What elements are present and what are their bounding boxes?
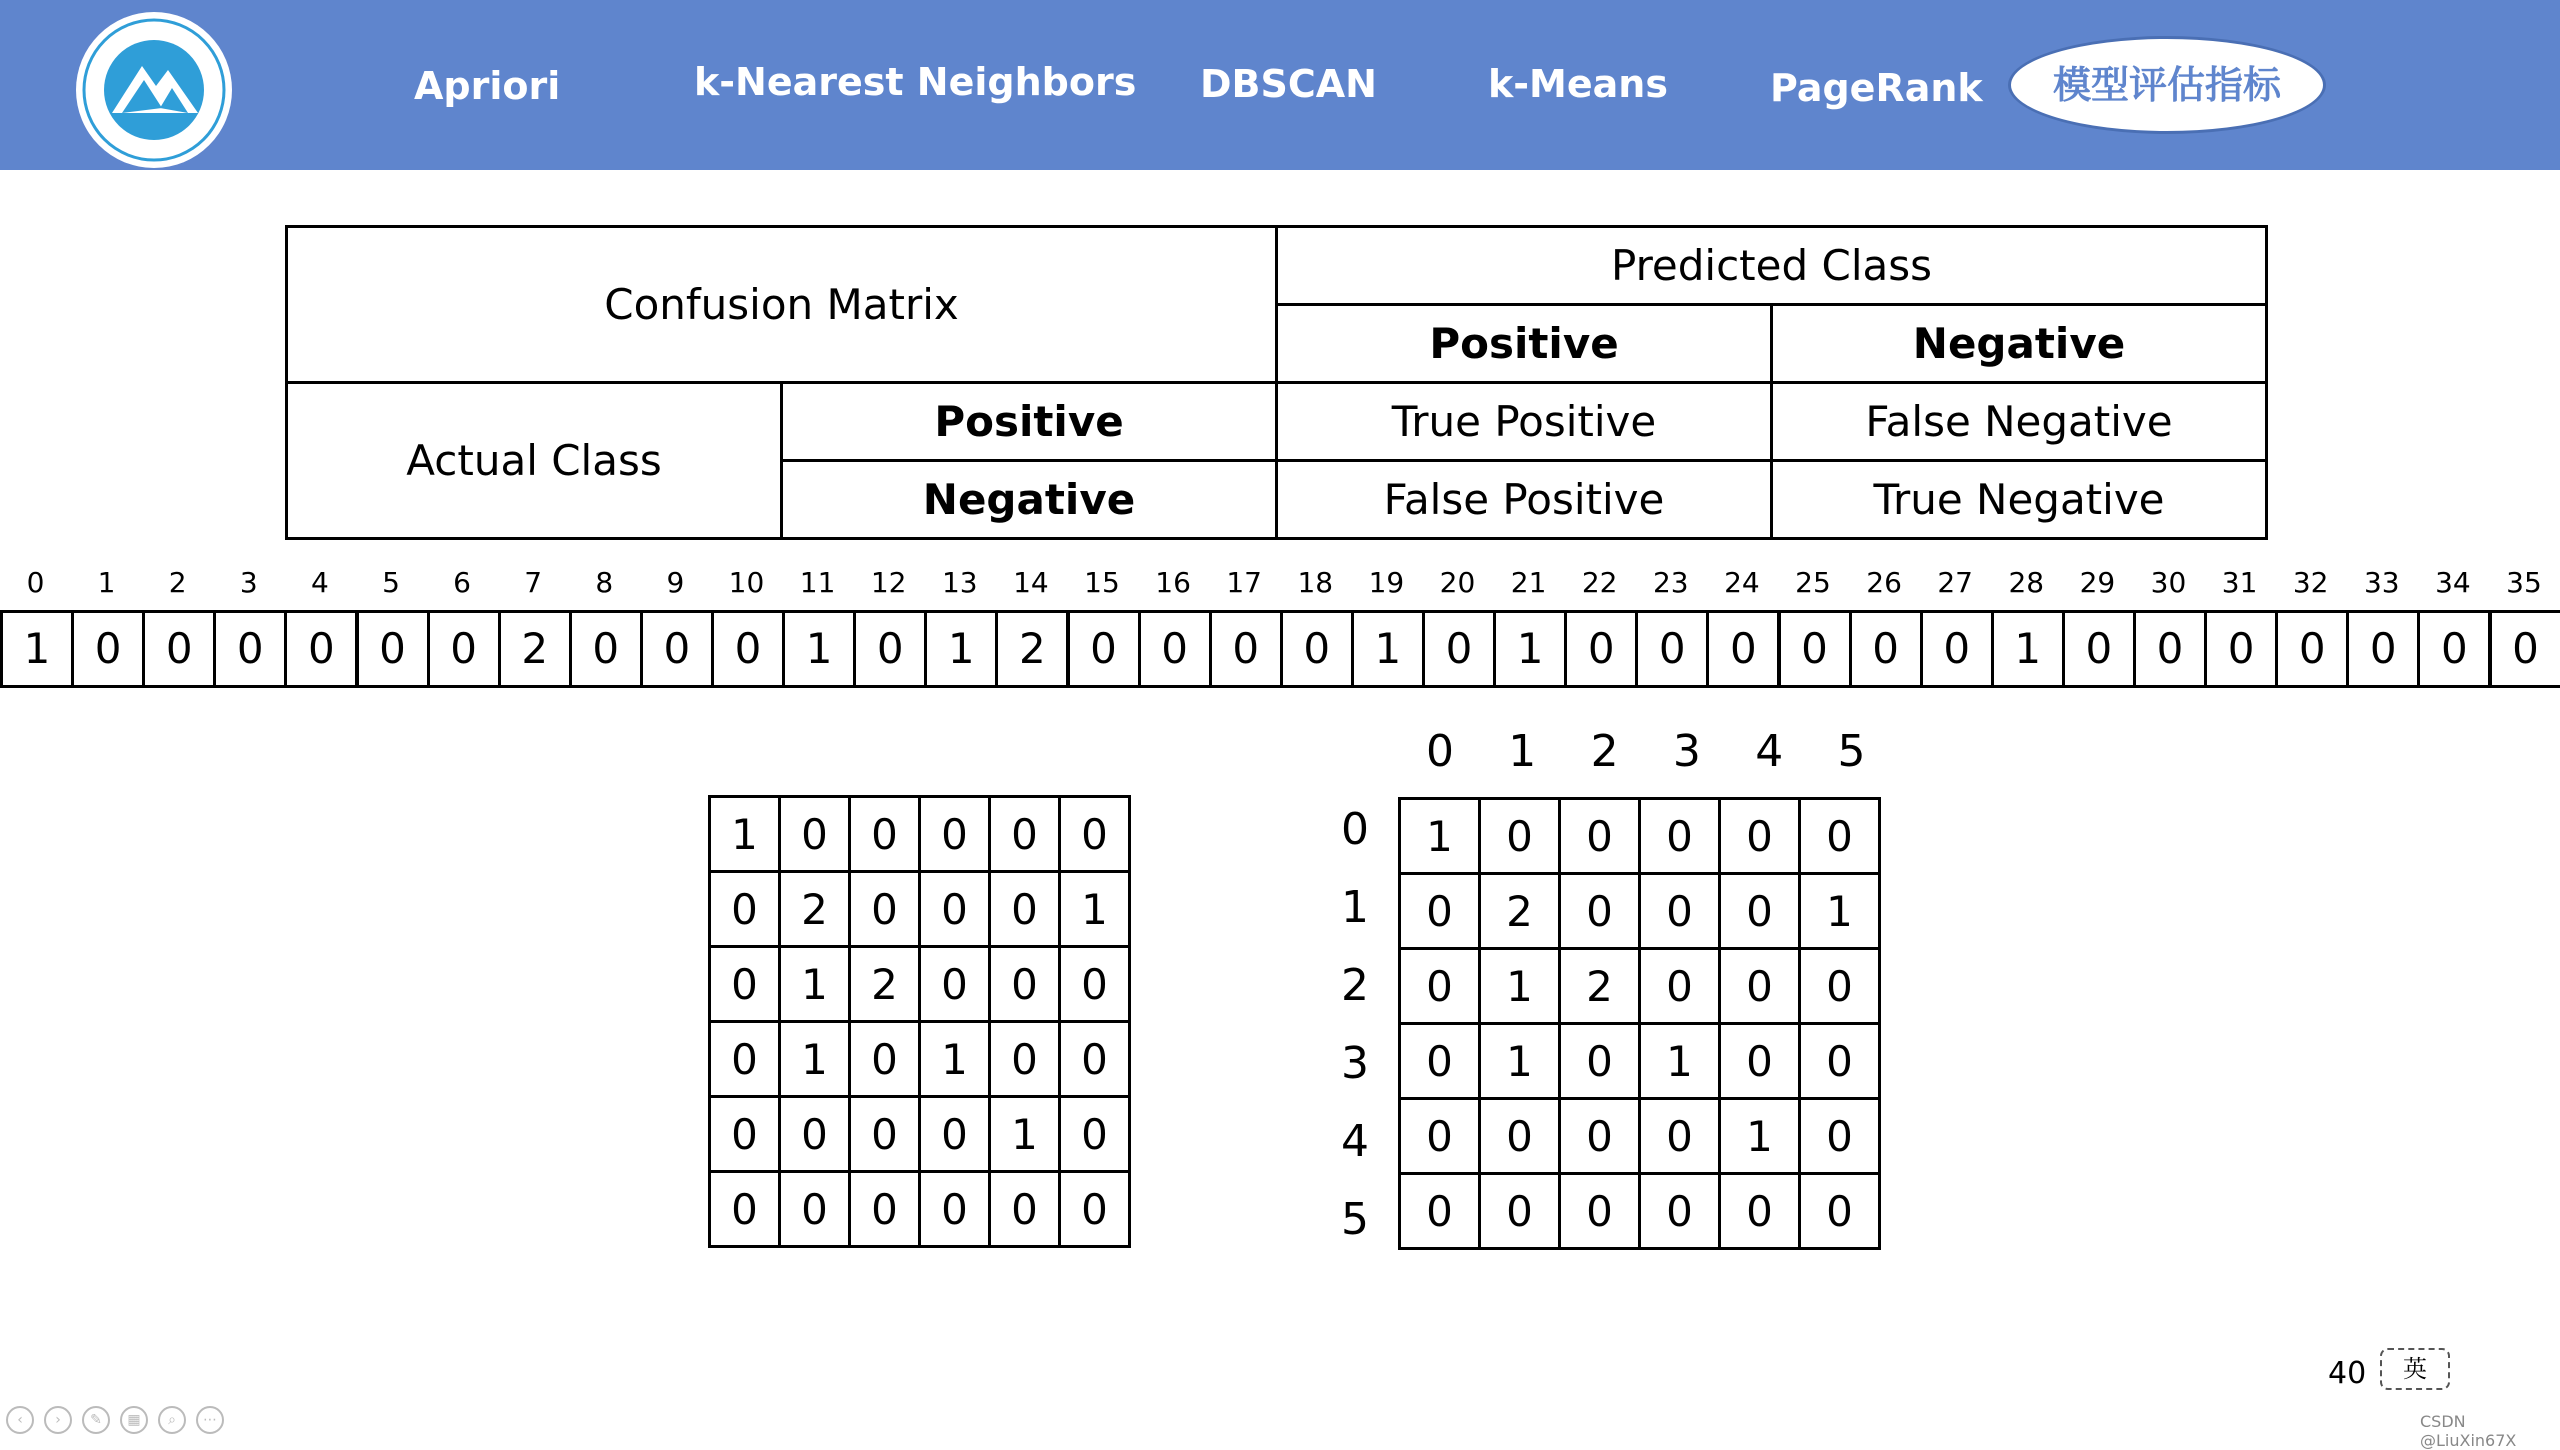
array-cell: 0 [1422,610,1496,688]
matrix-left-cell: 0 [990,797,1060,872]
array-cell: 0 [1138,610,1212,688]
matrix-right-col-label: 0 [1399,726,1481,777]
matrix-right [1398,797,1881,1250]
matrix-right-col-label: 3 [1646,726,1728,777]
actual-negative-header: Negative [782,461,1277,539]
university-logo [64,8,244,172]
array-cell: 0 [2133,610,2207,688]
matrix-right-cell: 0 [1640,799,1720,874]
array-cell: 0 [1564,610,1638,688]
matrix-left-cell: 1 [710,797,780,872]
array-cell: 0 [142,610,216,688]
matrix-right-cell: 0 [1720,949,1800,1024]
array-value-row [0,610,2560,688]
array-index-row [0,566,2560,602]
matrix-left-cell: 0 [920,1172,990,1247]
array-cell: 2 [498,610,572,688]
array-index-label: 1 [71,566,142,599]
array-index-label: 32 [2275,566,2346,599]
nav-k-nearest-neighbors[interactable]: k-Nearest Neighbors [694,52,1136,112]
array-index-label: 15 [1067,566,1138,599]
false-positive-cell: False Positive [1277,461,1772,539]
array-cell: 0 [213,610,287,688]
array-cell: 1 [1351,610,1425,688]
array-cell: 0 [427,610,501,688]
more-icon[interactable]: ⋯ [196,1406,224,1434]
array-index-label: 3 [213,566,284,599]
matrix-right-cell: 0 [1400,874,1480,949]
array-cell: 0 [2204,610,2278,688]
array-index-label: 10 [711,566,782,599]
array-index-label: 8 [569,566,640,599]
array-index-label: 26 [1849,566,1920,599]
array-cell: 0 [1920,610,1994,688]
array-cell: 0 [284,610,358,688]
matrix-right-cell: 0 [1720,874,1800,949]
array-cell: 0 [1209,610,1283,688]
ime-indicator[interactable]: 英 [2380,1348,2450,1390]
matrix-left [708,795,1131,1248]
array-cell: 1 [0,610,74,688]
true-negative-cell: True Negative [1772,461,2267,539]
matrix-left-cell: 0 [920,947,990,1022]
matrix-right-cell: 0 [1640,1174,1720,1249]
matrix-right-cell: 1 [1480,1024,1560,1099]
matrix-right-cell: 1 [1480,949,1560,1024]
matrix-right-row-label: 5 [1330,1194,1380,1245]
array-index-label: 18 [1280,566,1351,599]
nav-pagerank[interactable]: PageRank [1770,58,1983,118]
array-index-label: 23 [1635,566,1706,599]
array-cell: 0 [1849,610,1923,688]
array-index-label: 2 [142,566,213,599]
array-cell: 0 [640,610,714,688]
matrix-right-cell: 0 [1560,1174,1640,1249]
array-cell: 0 [1706,610,1780,688]
matrix-left-cell: 0 [850,872,920,947]
next-slide-icon[interactable]: › [44,1406,72,1434]
matrix-right-cell: 0 [1560,1024,1640,1099]
confusion-matrix-corner: Confusion Matrix [287,227,1277,383]
matrix-right-cell: 0 [1560,874,1640,949]
matrix-right-cell: 0 [1640,1099,1720,1174]
nav-model-evaluation-active[interactable]: 模型评估指标 [2008,36,2326,134]
array-index-label: 31 [2204,566,2275,599]
array-index-label: 35 [2489,566,2560,599]
matrix-right-row-label: 1 [1330,882,1380,933]
matrix-right-cell: 0 [1800,1099,1880,1174]
matrix-right-cell: 0 [1480,799,1560,874]
matrix-right-cell: 0 [1800,1024,1880,1099]
matrix-left-cell: 0 [1060,1097,1130,1172]
matrix-left-row [710,1022,1130,1097]
matrix-right-cell: 0 [1560,1099,1640,1174]
matrix-left-cell: 0 [710,1172,780,1247]
nav-dbscan[interactable]: DBSCAN [1200,54,1377,114]
array-cell: 0 [1635,610,1709,688]
matrix-right-row [1400,874,1880,949]
matrix-right-cell: 0 [1560,799,1640,874]
matrix-right-row [1400,1174,1880,1249]
matrix-left-cell: 0 [780,1172,850,1247]
matrix-right-cell: 0 [1400,1024,1480,1099]
matrix-right-cell: 0 [1400,1174,1480,1249]
matrix-left-cell: 0 [850,1172,920,1247]
array-cell: 1 [924,610,998,688]
array-cell: 0 [356,610,430,688]
matrix-left-row [710,797,1130,872]
matrix-right-cell: 0 [1400,1099,1480,1174]
matrix-left-cell: 0 [710,1022,780,1097]
matrix-left-cell: 0 [710,947,780,1022]
array-index-label: 19 [1351,566,1422,599]
matrix-right-row-label: 2 [1330,960,1380,1011]
array-index-label: 13 [924,566,995,599]
matrix-right-row-label: 0 [1330,804,1380,855]
matrix-right-row-label: 3 [1330,1038,1380,1089]
array-index-label: 11 [782,566,853,599]
matrix-right-row [1400,799,1880,874]
array-cell: 0 [2489,610,2560,688]
nav-apriori[interactable]: Apriori [414,56,560,116]
matrix-left-cell: 0 [990,1172,1060,1247]
array-index-label: 21 [1493,566,1564,599]
matrix-left-cell: 0 [850,1022,920,1097]
watermark: CSDN @LiuXin67X [2420,1412,2560,1450]
matrix-left-cell: 1 [990,1097,1060,1172]
matrix-right-row [1400,949,1880,1024]
array-cell: 2 [995,610,1069,688]
array-index-label: 27 [1920,566,1991,599]
array-cell: 1 [1493,610,1567,688]
predicted-negative-header: Negative [1772,305,2267,383]
array-index-label: 6 [427,566,498,599]
array-cell: 0 [71,610,145,688]
false-negative-cell: False Negative [1772,383,2267,461]
matrix-left-cell: 0 [780,797,850,872]
array-index-label: 9 [640,566,711,599]
array-cell: 0 [853,610,927,688]
matrix-right-row [1400,1024,1880,1099]
matrix-right-cell: 0 [1720,799,1800,874]
matrix-left-cell: 0 [920,797,990,872]
matrix-left-cell: 0 [990,1022,1060,1097]
matrix-left-cell: 1 [780,1022,850,1097]
matrix-right-cell: 0 [1480,1099,1560,1174]
matrix-right-cell: 2 [1480,874,1560,949]
matrix-left-cell: 0 [1060,797,1130,872]
array-index-label: 14 [995,566,1066,599]
array-index-label: 33 [2346,566,2417,599]
predicted-positive-header: Positive [1277,305,1772,383]
matrix-right-col-label: 2 [1564,726,1646,777]
matrix-right-cell: 0 [1480,1174,1560,1249]
array-cell: 0 [2417,610,2491,688]
prev-slide-icon[interactable]: ‹ [6,1406,34,1434]
array-cell: 0 [569,610,643,688]
matrix-right-cell: 2 [1560,949,1640,1024]
matrix-left-cell: 0 [990,947,1060,1022]
matrix-right-cell: 0 [1720,1174,1800,1249]
array-cell: 0 [711,610,785,688]
matrix-left-row [710,1172,1130,1247]
matrix-right-col-label: 1 [1481,726,1563,777]
nav-k-means[interactable]: k-Means [1488,54,1668,114]
matrix-right-cell: 1 [1800,874,1880,949]
array-index-label: 25 [1778,566,1849,599]
array-index-label: 30 [2133,566,2204,599]
matrix-left-cell: 2 [780,872,850,947]
matrix-left-cell: 0 [920,872,990,947]
matrix-left-cell: 0 [710,1097,780,1172]
array-index-label: 4 [284,566,355,599]
matrix-left-cell: 0 [920,1097,990,1172]
matrix-right-cell: 0 [1720,1024,1800,1099]
matrix-right-cell: 0 [1640,949,1720,1024]
matrix-left-row [710,872,1130,947]
zoom-icon[interactable]: ⌕ [158,1406,186,1434]
matrix-left-row [710,1097,1130,1172]
array-index-label: 22 [1564,566,1635,599]
matrix-right-cell: 0 [1800,949,1880,1024]
matrix-left-cell: 1 [920,1022,990,1097]
matrix-left-cell: 2 [850,947,920,1022]
array-cell: 1 [782,610,856,688]
matrix-left-cell: 0 [1060,1022,1130,1097]
array-index-label: 28 [1991,566,2062,599]
array-cell: 0 [1778,610,1852,688]
array-index-label: 0 [0,566,71,599]
array-index-label: 29 [2062,566,2133,599]
matrix-left-cell: 0 [1060,1172,1130,1247]
page-number: 40 [2328,1356,2366,1391]
matrix-right-cell: 0 [1800,799,1880,874]
matrix-right-col-label: 5 [1811,726,1893,777]
array-index-label: 17 [1209,566,1280,599]
matrix-right-cell: 0 [1800,1174,1880,1249]
matrix-right-cell: 1 [1400,799,1480,874]
actual-positive-header: Positive [782,383,1277,461]
matrix-right-col-label: 4 [1728,726,1810,777]
array-cell: 0 [1280,610,1354,688]
matrix-left-cell: 0 [710,872,780,947]
grid-icon[interactable]: ▦ [120,1406,148,1434]
matrix-left-row [710,947,1130,1022]
actual-class-header: Actual Class [287,383,782,539]
array-cell: 0 [1067,610,1141,688]
predicted-class-header: Predicted Class [1277,227,2267,305]
pen-icon[interactable]: ✎ [82,1406,110,1434]
matrix-left-cell: 0 [1060,947,1130,1022]
matrix-left-cell: 1 [1060,872,1130,947]
matrix-left-cell: 0 [850,797,920,872]
slide-toolbar [6,1406,234,1434]
true-positive-cell: True Positive [1277,383,1772,461]
matrix-right-cell: 1 [1720,1099,1800,1174]
matrix-right-row-label: 4 [1330,1116,1380,1167]
matrix-right-row [1400,1099,1880,1174]
array-cell: 0 [2062,610,2136,688]
matrix-right-cell: 0 [1400,949,1480,1024]
matrix-left-cell: 0 [850,1097,920,1172]
array-index-label: 7 [498,566,569,599]
confusion-matrix-table [285,225,2268,540]
matrix-right-cell: 0 [1640,874,1720,949]
matrix-left-cell: 0 [990,872,1060,947]
matrix-right-cell: 1 [1640,1024,1720,1099]
array-cell: 1 [1991,610,2065,688]
array-index-label: 12 [853,566,924,599]
array-index-label: 20 [1422,566,1493,599]
array-index-label: 16 [1138,566,1209,599]
matrix-left-cell: 0 [780,1097,850,1172]
header-bar [0,0,2560,170]
array-index-label: 5 [356,566,427,599]
array-index-label: 34 [2417,566,2488,599]
array-cell: 0 [2275,610,2349,688]
array-cell: 0 [2346,610,2420,688]
array-index-label: 24 [1706,566,1777,599]
matrix-left-cell: 1 [780,947,850,1022]
